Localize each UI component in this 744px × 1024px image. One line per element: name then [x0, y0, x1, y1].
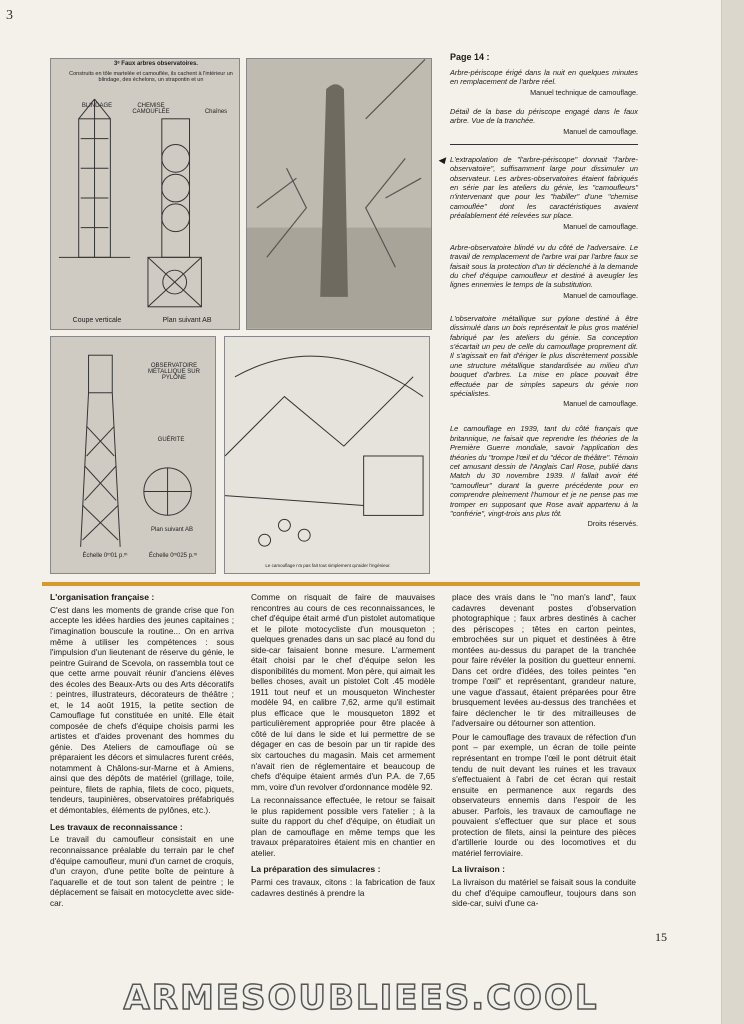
col1-heading-reconnaissance: Les travaux de reconnaissance :	[50, 821, 183, 832]
cartoon-svg	[225, 337, 429, 573]
caption-5	[450, 314, 638, 409]
caption-1-source: Manuel technique de camouflage.	[530, 87, 638, 97]
col1-paragraph-1: C'est dans les moments de grande crise que l'on accepte les idées hardies des jeunes capitaines ; l'imagination bouscule la routine... On en arriva même à utiliser les compétences : sous l'impulsion d'un lieutenant de réserve du génie, le peintre Guirand de Scevola, on rassembla tout ce que cette arme pouvait réunir d'anciens élèves des écoles des Beaux-Arts ou des Arts décoratifs : peintres, illustrateurs, décorateurs de théâtre ; et, le 14 août 1915, la petite section de Camouflage fut constituée en unité. Elle était composée de chefs d'équipe choisis parmi les artistes et d'aides provenant des hommes du génie. Des Ateliers de camouflage où se préparaient les décors et simulacres furent créés, notamment à Châlons-sur-Marne et à Amiens, ainsi que des dépôts de matériel (grillage, toile, peinture, filets de raphia, filets de coco, piquets, tendeurs, taupinières, observatoires préfabriqués et démontables, éléments de pylônes, etc.).	[50, 604, 234, 815]
caption-3-source: Manuel de camouflage.	[563, 221, 638, 231]
pointer-arrow-icon: ◀	[438, 154, 445, 165]
figure-carl-rose-cartoon	[224, 336, 430, 574]
captions-divider	[450, 144, 638, 145]
page-number: 15	[655, 930, 667, 944]
col3-heading-livraison: La livraison :	[452, 864, 506, 875]
figure-fake-tree-drawing	[50, 58, 240, 330]
fig1-label-chaines: Chaînes	[204, 109, 228, 115]
caption-2	[450, 107, 638, 136]
caption-3	[438, 154, 638, 231]
caption-4-text: Arbre-observatoire blindé vu du côté de l'adversaire. Le travail de remplacement de l'arbre vrai par l'arbre faux se faisait sous la protection d'un tir déclenché à la demande du chef d'équipe camoufleur et destiné à aveugler les lignes ennemies le temps de la substitution.	[450, 242, 638, 290]
caption-5-text: L'observatoire métallique sur pylone destiné à être dissimulé dans un bois représentait le plus gros matériel fabriqué par les ateliers du génie. Sa conception s'écartait un peu de celle du camouflage proprement dit. Il s'agissait en fait d'ériger le plus discrètement possible une structure métallique standardisée au milieu d'un bouquet d'arbres. La mise en place pouvait être effectuée par de simples sapeurs du génie non spécialistes.	[450, 313, 638, 398]
fig3-label-scale2: Échelle 0ᵐ025 p.ᵐ	[148, 553, 198, 559]
col1-paragraph-2: Le travail du camoufleur consistait en une reconnaissance préalable du terrain par le chef d'équipe camoufleur, muni d'un carnet de croquis, d'un crayon, d'une petite boîte de peinture à l'aquarelle et de tout son talent de peintre ; le déplacement se faisait en motocyclette avec side-car.	[50, 834, 234, 908]
article-column-2	[251, 592, 435, 901]
caption-6	[450, 424, 638, 528]
caption-1-text: Arbre-périscope érigé dans la nuit en quelques minutes en remplacement de l'arbre réel.	[450, 68, 638, 87]
fig4-caption: Le camouflage n'a pas fait tout simplement qu'aider l'ingénieur.	[265, 563, 391, 568]
figure-periscope-tree-photo	[246, 58, 432, 330]
watermark: ARMESOUBLIEES.COOL	[123, 978, 599, 1018]
fig1-heading: Construits en tôle martelée et camouflée, ils cachent à l'intérieur un blindage, des échelons, un strapontin et un	[69, 71, 233, 83]
fig3-label-title: OBSERVATOIRE MÉTALLIQUE SUR PYLÔNE	[148, 363, 200, 381]
fig3-label-guerite: GUÉRITE	[157, 437, 185, 443]
fake-tree-drawing-svg	[51, 59, 239, 329]
col3-paragraph-2: Pour le camouflage des travaux de réfection d'un pont – par exemple, un écran de toile peinte représentant en trompe l'œil le pont détruit était tendu de nuit devant les ruines et les travaux s'effectuaient à l'abri de cet écran qui restait ensuite en permanence aux regards des observateurs ennemis dans l'espoir de les abuser. Parfois, les travaux de camouflage ne pouvaient s'effectuer que sur place et sous protection de filets, ainsi la peinture des pièces d'artillerie lourde ou des locomotives et du matériel ferroviaire.	[452, 731, 636, 858]
article-column-3	[452, 592, 636, 912]
col1-heading-organisation: L'organisation française :	[50, 592, 155, 602]
caption-6-text: Le camouflage en 1939, tant du côté français que britannique, ne faisait que reprendre les théories de la Première Guerre mondiale, savoir l'application des théories du "trompe l'œil et du "décor de théâtre". Témoin cet amusant dessin de l'Anglais Carl Rose, publié dans Match du 30 novembre 1939. Il fallait avoir été "camoufleur" durant la guerre précédente pour en comprendre pleinement l'humour et je ne pense pas me tromper en supposant que Rose avait appartenu à la "confrérie", vingt-trois ans plus tôt.	[450, 424, 638, 518]
caption-1	[450, 68, 638, 97]
caption-2-source: Manuel de camouflage.	[563, 126, 638, 136]
col2-paragraph-1: Comme on risquait de faire de mauvaises rencontres au cours de ces reconnaissances, le chef d'équipe était armé d'un pistolet automatique et le pilote motocycliste d'un mousqueton ; quelques grenades dans un sac placé au fond du side-car faisaient bonne mesure. L'armement était choisi par le chef d'équipe selon les disponibilités du moment. Mon père, qui aimait les belles choses, avait un pistolet Colt .45 modèle 1911 tout neuf et un mousqueton Winchester modèle 94, en calibre 7,62, arme qu'il estimait plus efficace que le mousqueton 1892 et particulièrement appropriée pour être placée à côté de lui dans le side et lui permettre de se dégager en cas de besoin par un tir rapide des six cartouches du magasin. Mais cet armement n'avait rien de réglementaire et beaucoup de chefs d'équipe étaient armés d'un P.A. de 7,65 mm, voire d'un revolver d'ordonnance modèle 92.	[251, 592, 436, 792]
fig1-title: 3ᵉ Faux arbres observatoires.	[114, 61, 198, 67]
caption-5-source: Manuel de camouflage.	[563, 399, 638, 409]
col2-paragraph-2: La reconnaissance effectuée, le retour se faisait le plus rapidement possible vers l'atelier ; à la suite du rapport du chef d'équipe, on étudiait un plan de camouflage en même temps que les travaux préparatoires étaient mis en chantier en atelier.	[251, 795, 435, 858]
col2-heading-simulacres: La préparation des simulacres :	[251, 864, 381, 875]
captions-page-label: Page 14 :	[450, 52, 490, 62]
fig3-label-scale1: Échelle 0ᵐ01 p.ᵐ	[82, 553, 128, 559]
fig1-label-chemise: CHEMISE CAMOUFLÉE	[132, 103, 170, 115]
fig1-label-coupe: Coupe verticale	[72, 317, 122, 324]
col2-paragraph-3: Parmi ces travaux, citons : la fabrication de faux cadavres destinés à prendre la	[251, 877, 435, 898]
fig3-label-plan: Plan suivant AB	[150, 527, 194, 533]
caption-6-source: Droits réservés.	[587, 519, 638, 529]
pencil-margin-mark: 3	[6, 8, 13, 23]
captions-column	[438, 52, 638, 529]
caption-3-text: L'extrapolation de "l'arbre-périscope" donnait "l'arbre-observatoire", suffisamment large pour dissimuler un observateur. Les arbres-observatoires étaient fabriqués en série par les ateliers du génie, les "camoufleurs" n'intervenant que pour les "habiller" d'une "chemise camouflée" dont les caractéristiques avaient préalablement été relevées sur place.	[450, 154, 638, 221]
figure-metal-observatory-drawing	[50, 336, 216, 574]
periscope-tree-photo-svg	[247, 59, 431, 329]
fig1-label-plan: Plan suivant AB	[162, 317, 212, 324]
col3-paragraph-3: La livraison du matériel se faisait sous la conduite du chef d'équipe camoufleur, toujours dans son side-car, suivi d'une ca-	[452, 877, 636, 909]
fig1-label-blindage: BLINDAGE	[81, 103, 113, 109]
col3-paragraph-1: place des vrais dans le "no man's land", faux cadavres devenant postes d'observation photographique ; faux arbres destinés à cacher des périscopes ; têtes en carton peintes, embrochées sur un piquet et destinées à être montées au-dessus du parapet de la tranchée pour faire révéler la position du guetteur ennemi. Dans cet ordre d'idées, des toiles peintes "en trompe l'œil" et représentant, grandeur nature, une vague d'assaut, étaient préparées pour être brusquement levées au-dessus des tranchées et faire déclencher le tir des mitrailleuses de l'adversaire ou détourner son attention.	[452, 592, 636, 729]
caption-2-text: Détail de la base du périscope engagé dans le faux arbre. Vue de la tranchée.	[450, 106, 638, 126]
article-column-1	[50, 592, 234, 911]
page-edge	[722, 0, 744, 1024]
caption-4-source: Manuel de camouflage.	[563, 290, 638, 300]
section-divider	[42, 582, 640, 586]
caption-4	[450, 243, 638, 300]
